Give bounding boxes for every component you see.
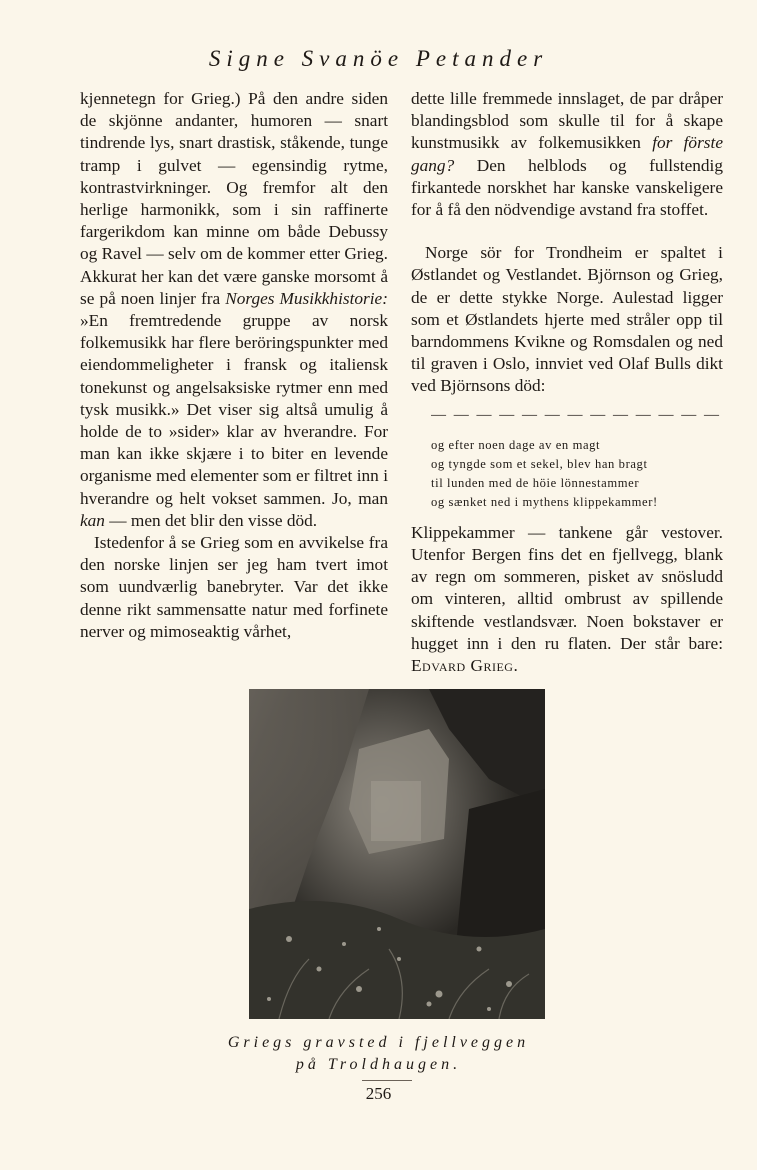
running-title: Signe Svanöe Petander: [208, 46, 549, 71]
caption-line: Griegs gravsted i fjellveggen: [227, 1034, 530, 1051]
text-run: — men det blir den visse död.: [104, 510, 318, 530]
paragraph: [80, 88, 388, 532]
emphasis: for förste gang?: [411, 133, 723, 175]
grave-photo: [249, 689, 545, 1019]
text-run: Klippekammer — tankene går vestover. Utenfor Bergen fins det en fjellvegg, blank av regn om sommeren, pisket av snösludd om vinteren, alltid ombrust av spillende skiftende vestlandsvær. Noen bokstaver er hugget inn i den ru flaten. Der står bare:: [411, 522, 723, 653]
right-text-column: [411, 88, 723, 677]
book-title: Norges Musikkhistorie:: [225, 288, 388, 308]
inscription-name: Edvard Grieg.: [411, 656, 519, 676]
poem-quote: [431, 436, 723, 512]
poem-line: og efter noen dage av en magt: [431, 437, 601, 452]
paragraph: [411, 88, 723, 221]
poem-line: og sænket ned i mythens klippekammer!: [431, 494, 658, 509]
paragraph: Norge sör for Trondheim er spaltet i Østlandet og Vestlandet. Björnson og Grieg, de er dette stykke Norge. Aulestad ligger som et Østlandets hjerte med stråler opp til barndommens Kvikne og Romsdalen og ned til graven i Oslo, innviet ved Olaf Bulls dikt ved Björnsons död:: [411, 243, 723, 396]
rock-face-photo: [249, 689, 545, 1019]
paragraph-gap: [411, 221, 723, 242]
text-run: Den helblods og fullstendig firkantede norskhet har kanske vanskeligere for å få den nödvendige avstand fra stoffet.: [411, 155, 723, 220]
figure-caption: [0, 1032, 757, 1076]
page-number: 256: [365, 1084, 392, 1103]
poem-line: og tyngde som et sekel, blev han bragt: [431, 456, 648, 471]
text-run: dette lille fremmede innslaget, de par dråper blandingsblod som skulle til for å skape kunstmusikk av folkemusikken: [411, 89, 723, 153]
emphasis: kan: [80, 510, 105, 530]
text-run: kjennetegn for Grieg.) På den andre siden de skjönne andanter, humoren — snart tindrende lys, snart drastisk, ståkende, tunge tramp i gulvet — egensindig rytme, kontrastvirkninger. Og fremfor alt den herlige harmonikk, som i sin raffinerte fargerikdom kan minne om både Debussy og Ravel — selv om de kommer etter Grieg. Akkurat her kan det være ganske morsomt å se på noen linjer fra: [80, 89, 388, 308]
text-run: »En fremtredende gruppe av norsk folkemusikk har flere beröringspunkter med eiendommeligheter i fransk og italiensk tonekunst og angelsaksiske rytmer enn med tysk musikk.» Det viser sig altså umulig å holde de to »sider» klar av hverandre. For man kan ikke skjære i to biter en levende organisme med elementer som er filtret inn i hverandre og helt vokset sammen. Jo, man: [80, 311, 388, 508]
caption-line: på Troldhaugen.: [295, 1056, 462, 1073]
dash-separator: — — — — — — — — — — — — —: [431, 406, 721, 423]
left-text-column: [80, 88, 388, 643]
paragraph: [411, 522, 723, 677]
poem-line: til lunden med de höie lönnestammer: [431, 475, 640, 490]
page-number-rule: [362, 1080, 412, 1081]
paragraph: Istedenfor å se Grieg som en avvikelse fra den norske linjen ser jeg ham tvert imot som uundværlig banebryter. Var det ikke denne rikt sammensatte natur med forfinete nerver og mimoseaktig vårhet,: [80, 533, 388, 641]
